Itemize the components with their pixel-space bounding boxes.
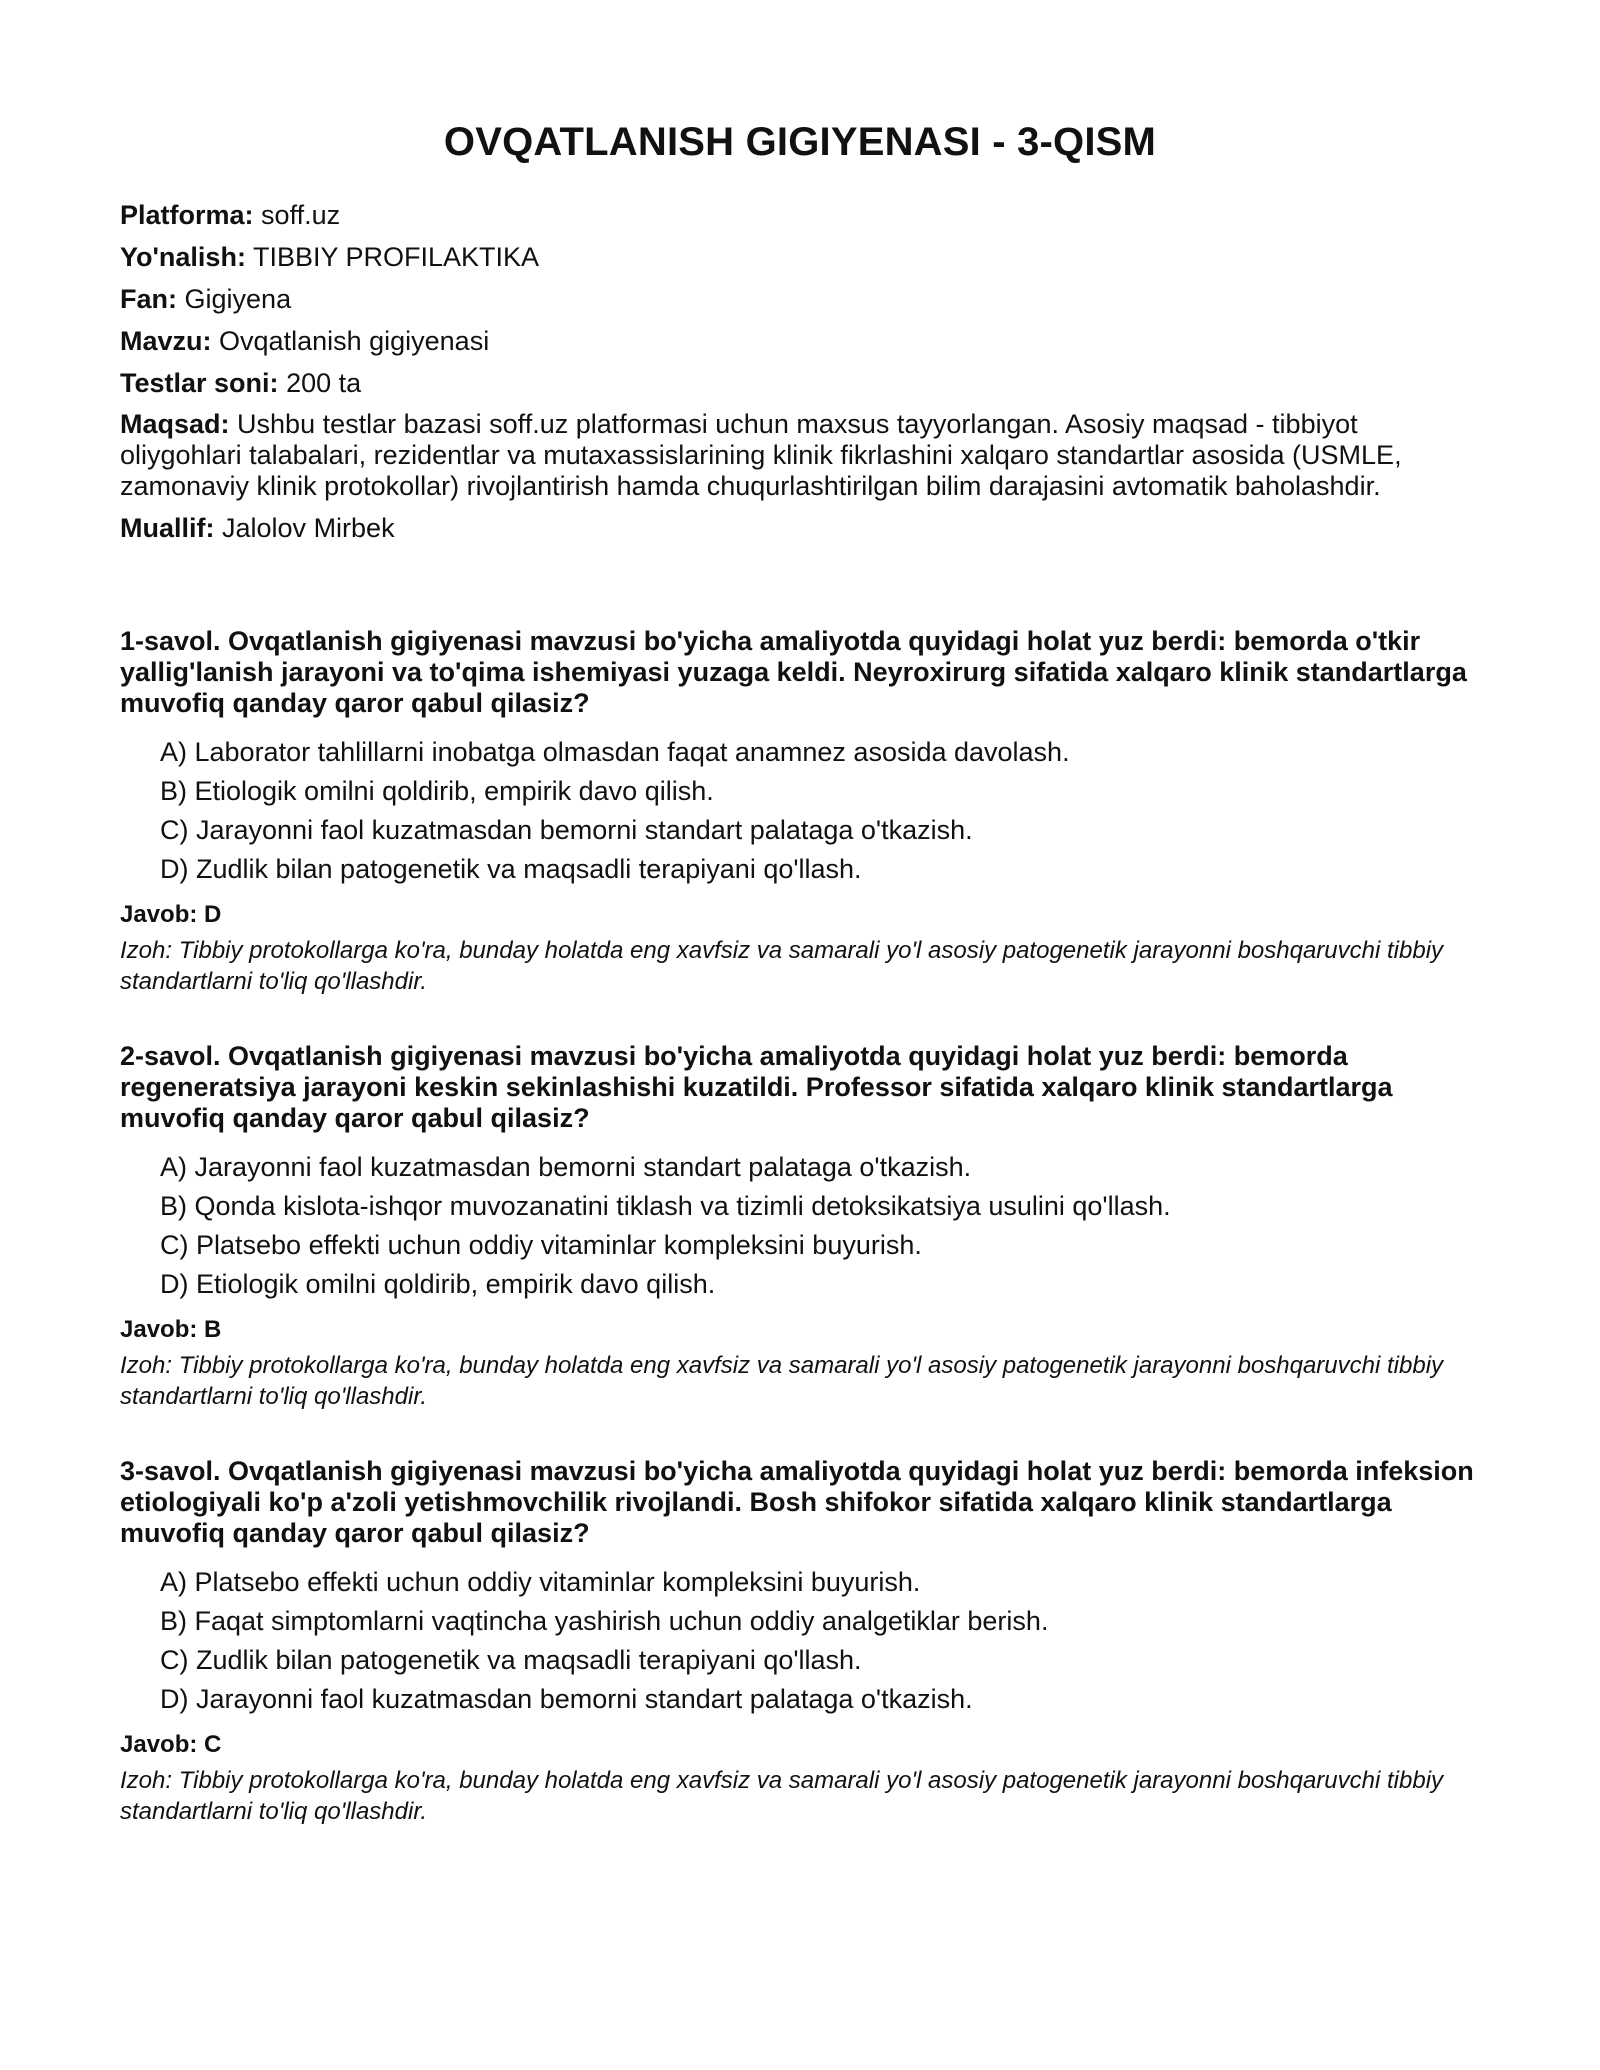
meta-value: Jalolov Mirbek (222, 513, 395, 543)
meta-purpose (120, 409, 1480, 502)
meta-label: Mavzu: (120, 326, 212, 356)
option-d: D) Etiologik omilni qoldirib, empirik davo qilish. (160, 1269, 716, 1299)
option-d: D) Zudlik bilan patogenetik va maqsadli terapiyani qo'llash. (160, 854, 862, 884)
option-b: B) Qonda kislota-ishqor muvozanatini tiklash va tizimli detoksikatsiya usulini qo'llash. (160, 1191, 1171, 1221)
question-text: 2-savol. Ovqatlanish gigiyenasi mavzusi bo'yicha amaliyotda quyidagi holat yuz berdi: bemorda regeneratsiya jarayoni keskin sekinlashishi kuzatildi. Professor sifatida xalqaro klinik standartlarga muvofiq qanday qaror qabul qilasiz? (120, 1041, 1393, 1133)
question-text: 1-savol. Ovqatlanish gigiyenasi mavzusi bo'yicha amaliyotda quyidagi holat yuz berdi: bemorda o'tkir yallig'lanish jarayoni va to'qima ishemiyasi yuzaga keldi. Neyroxirurg sifatida xalqaro klinik standartlarga muvofiq qanday qaror qabul qilasiz? (120, 626, 1467, 718)
explanation-note: Izoh: Tibbiy protokollarga ko'ra, bunday holatda eng xavfsiz va samarali yo'l asosiy patogenetik jarayonni boshqaruvchi tibbiy standartlarni to'liq qo'llashdir. (120, 1352, 1444, 1410)
meta-label: Maqsad: (120, 409, 230, 439)
option-b: B) Etiologik omilni qoldirib, empirik davo qilish. (160, 776, 714, 806)
meta-value: soff.uz (261, 200, 341, 230)
correct-answer: Javob: D (120, 901, 222, 928)
meta-label: Yo'nalish: (120, 242, 246, 272)
option-c: C) Platsebo effekti uchun oddiy vitaminlar kompleksini buyurish. (160, 1230, 922, 1260)
metadata-block (120, 199, 1480, 544)
questions-list (120, 626, 1480, 1827)
question-item (120, 1041, 1480, 1412)
meta-platform (120, 199, 1480, 231)
option-a: A) Jarayonni faol kuzatmasdan bemorni standart palataga o'tkazish. (160, 1152, 972, 1182)
meta-subject (120, 283, 1480, 315)
meta-direction (120, 241, 1480, 273)
question-item (120, 1456, 1480, 1827)
answer-options (120, 1148, 1480, 1304)
meta-label: Fan: (120, 284, 177, 314)
answer-options (120, 733, 1480, 889)
meta-value: Gigiyena (184, 284, 292, 314)
document-title: OVQATLANISH GIGIYENASI - 3-QISM (443, 120, 1157, 164)
explanation-note: Izoh: Tibbiy protokollarga ko'ra, bunday holatda eng xavfsiz va samarali yo'l asosiy patogenetik jarayonni boshqaruvchi tibbiy standartlarni to'liq qo'llashdir. (120, 1767, 1444, 1825)
correct-answer: Javob: C (120, 1731, 222, 1758)
question-text: 3-savol. Ovqatlanish gigiyenasi mavzusi bo'yicha amaliyotda quyidagi holat yuz berdi: bemorda infeksion etiologiyali ko'p a'zoli yetishmovchilik rivojlandi. Bosh shifokor sifatida xalqaro klinik standartlarga muvofiq qanday qaror qabul qilasiz? (120, 1456, 1474, 1548)
meta-value: 200 ta (286, 368, 362, 398)
option-c: C) Jarayonni faol kuzatmasdan bemorni standart palataga o'tkazish. (160, 815, 973, 845)
question-item (120, 626, 1480, 997)
meta-author (120, 512, 1480, 544)
document-page (120, 120, 1480, 1871)
meta-value: TIBBIY PROFILAKTIKA (252, 242, 540, 272)
answer-options (120, 1563, 1480, 1719)
correct-answer: Javob: B (120, 1316, 222, 1343)
meta-label: Platforma: (120, 200, 254, 230)
meta-test-count (120, 367, 1480, 399)
option-a: A) Laborator tahlillarni inobatga olmasdan faqat anamnez asosida davolash. (160, 737, 1070, 767)
option-a: A) Platsebo effekti uchun oddiy vitaminlar kompleksini buyurish. (160, 1567, 921, 1597)
meta-topic (120, 325, 1480, 357)
meta-label: Muallif: (120, 513, 215, 543)
meta-value: Ushbu testlar bazasi soff.uz platformasi uchun maxsus tayyorlangan. Asosiy maqsad - tibbiyot oliygohlari talabalari, rezidentlar va mutaxassislarining klinik fikrlashini xalqaro standartlar asosida (USMLE, zamonaviy klinik protokollar) rivojlantirish hamda chuqurlashtirilgan bilim darajasini avtomatik baholashdir. (120, 409, 1402, 501)
option-b: B) Faqat simptomlarni vaqtincha yashirish uchun oddiy analgetiklar berish. (160, 1606, 1049, 1636)
option-c: C) Zudlik bilan patogenetik va maqsadli terapiyani qo'llash. (160, 1645, 862, 1675)
meta-value: Ovqatlanish gigiyenasi (219, 326, 490, 356)
meta-label: Testlar soni: (120, 368, 279, 398)
option-d: D) Jarayonni faol kuzatmasdan bemorni standart palataga o'tkazish. (160, 1684, 973, 1714)
explanation-note: Izoh: Tibbiy protokollarga ko'ra, bunday holatda eng xavfsiz va samarali yo'l asosiy patogenetik jarayonni boshqaruvchi tibbiy standartlarni to'liq qo'llashdir. (120, 937, 1444, 995)
